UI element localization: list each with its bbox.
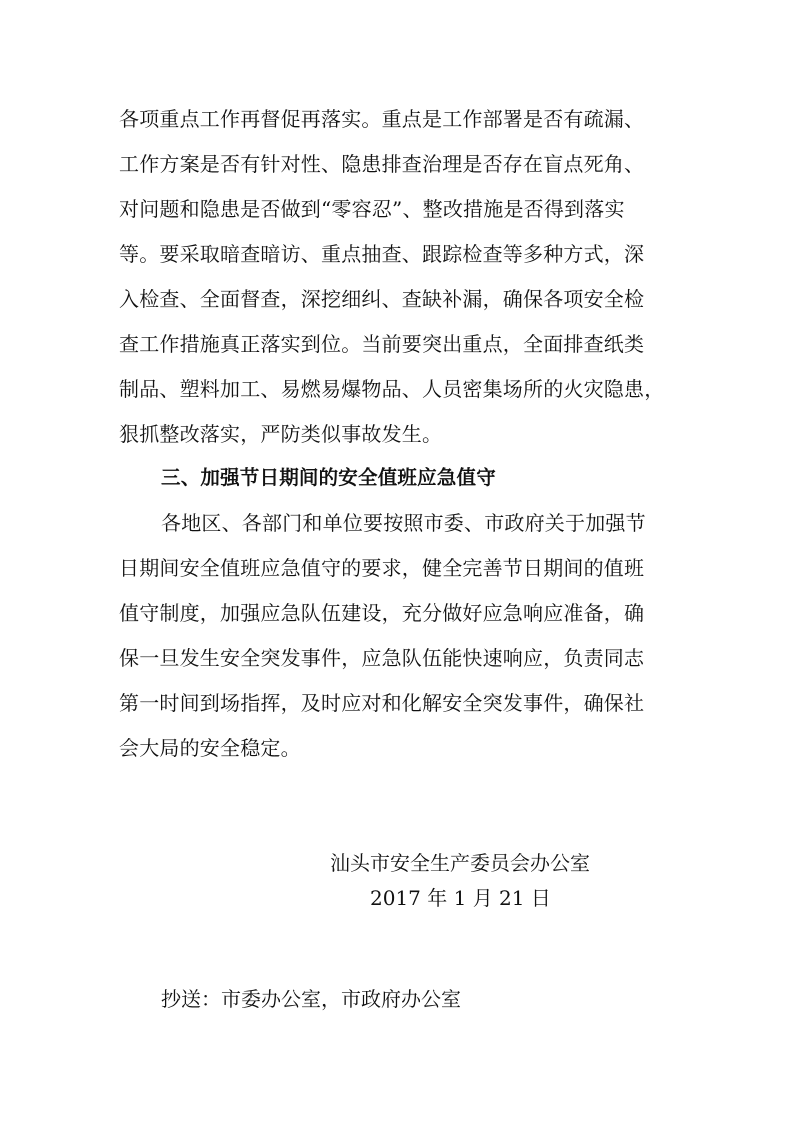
para1-line-4: 等。要采取暗查暗访、重点抽查、跟踪检查等多种方式，深: [119, 242, 645, 266]
para1-line-5: 入检查、全面督查，深挖细纠、查缺补漏，确保各项安全检: [119, 287, 645, 311]
para2-line-3: 值守制度，加强应急队伍建设，充分做好应急响应准备，确: [119, 601, 645, 625]
para1-line-1: 各项重点工作再督促再落实。重点是工作部署是否有疏漏、: [119, 107, 645, 131]
para1-line-7: 制品、塑料加工、易燃易爆物品、人员密集场所的火灾隐患，: [119, 377, 665, 401]
para2-line-1: 各地区、各部门和单位要按照市委、市政府关于加强节: [161, 511, 646, 535]
para2-line-6: 会大局的安全稳定。: [119, 736, 301, 760]
para1-line-2: 工作方案是否有针对性、隐患排查治理是否存在盲点死角、: [119, 152, 645, 176]
signature-date: 2017 年 1 月 21 日: [370, 886, 551, 910]
para2-line-5: 第一时间到场指挥，及时应对和化解安全突发事件，确保社: [119, 691, 645, 715]
para2-line-4: 保一旦发生安全突发事件，应急队伍能快速响应，负责同志: [119, 646, 645, 670]
para1-line-3: 对问题和隐患是否做到“零容忍”、整改措施是否得到落实: [119, 197, 625, 221]
para2-line-2: 日期间安全值班应急值守的要求，健全完善节日期间的值班: [119, 556, 645, 580]
signature-org: 汕头市安全生产委员会办公室: [330, 851, 590, 875]
cc-line: 抄送：市委办公室，市政府办公室: [161, 987, 461, 1011]
para1-line-8: 狠抓整改落实，严防类似事故发生。: [119, 422, 443, 446]
section-heading-3: 三、加强节日期间的安全值班应急值守: [161, 466, 496, 489]
para1-line-6: 查工作措施真正落实到位。当前要突出重点，全面排查纸类: [119, 332, 645, 356]
